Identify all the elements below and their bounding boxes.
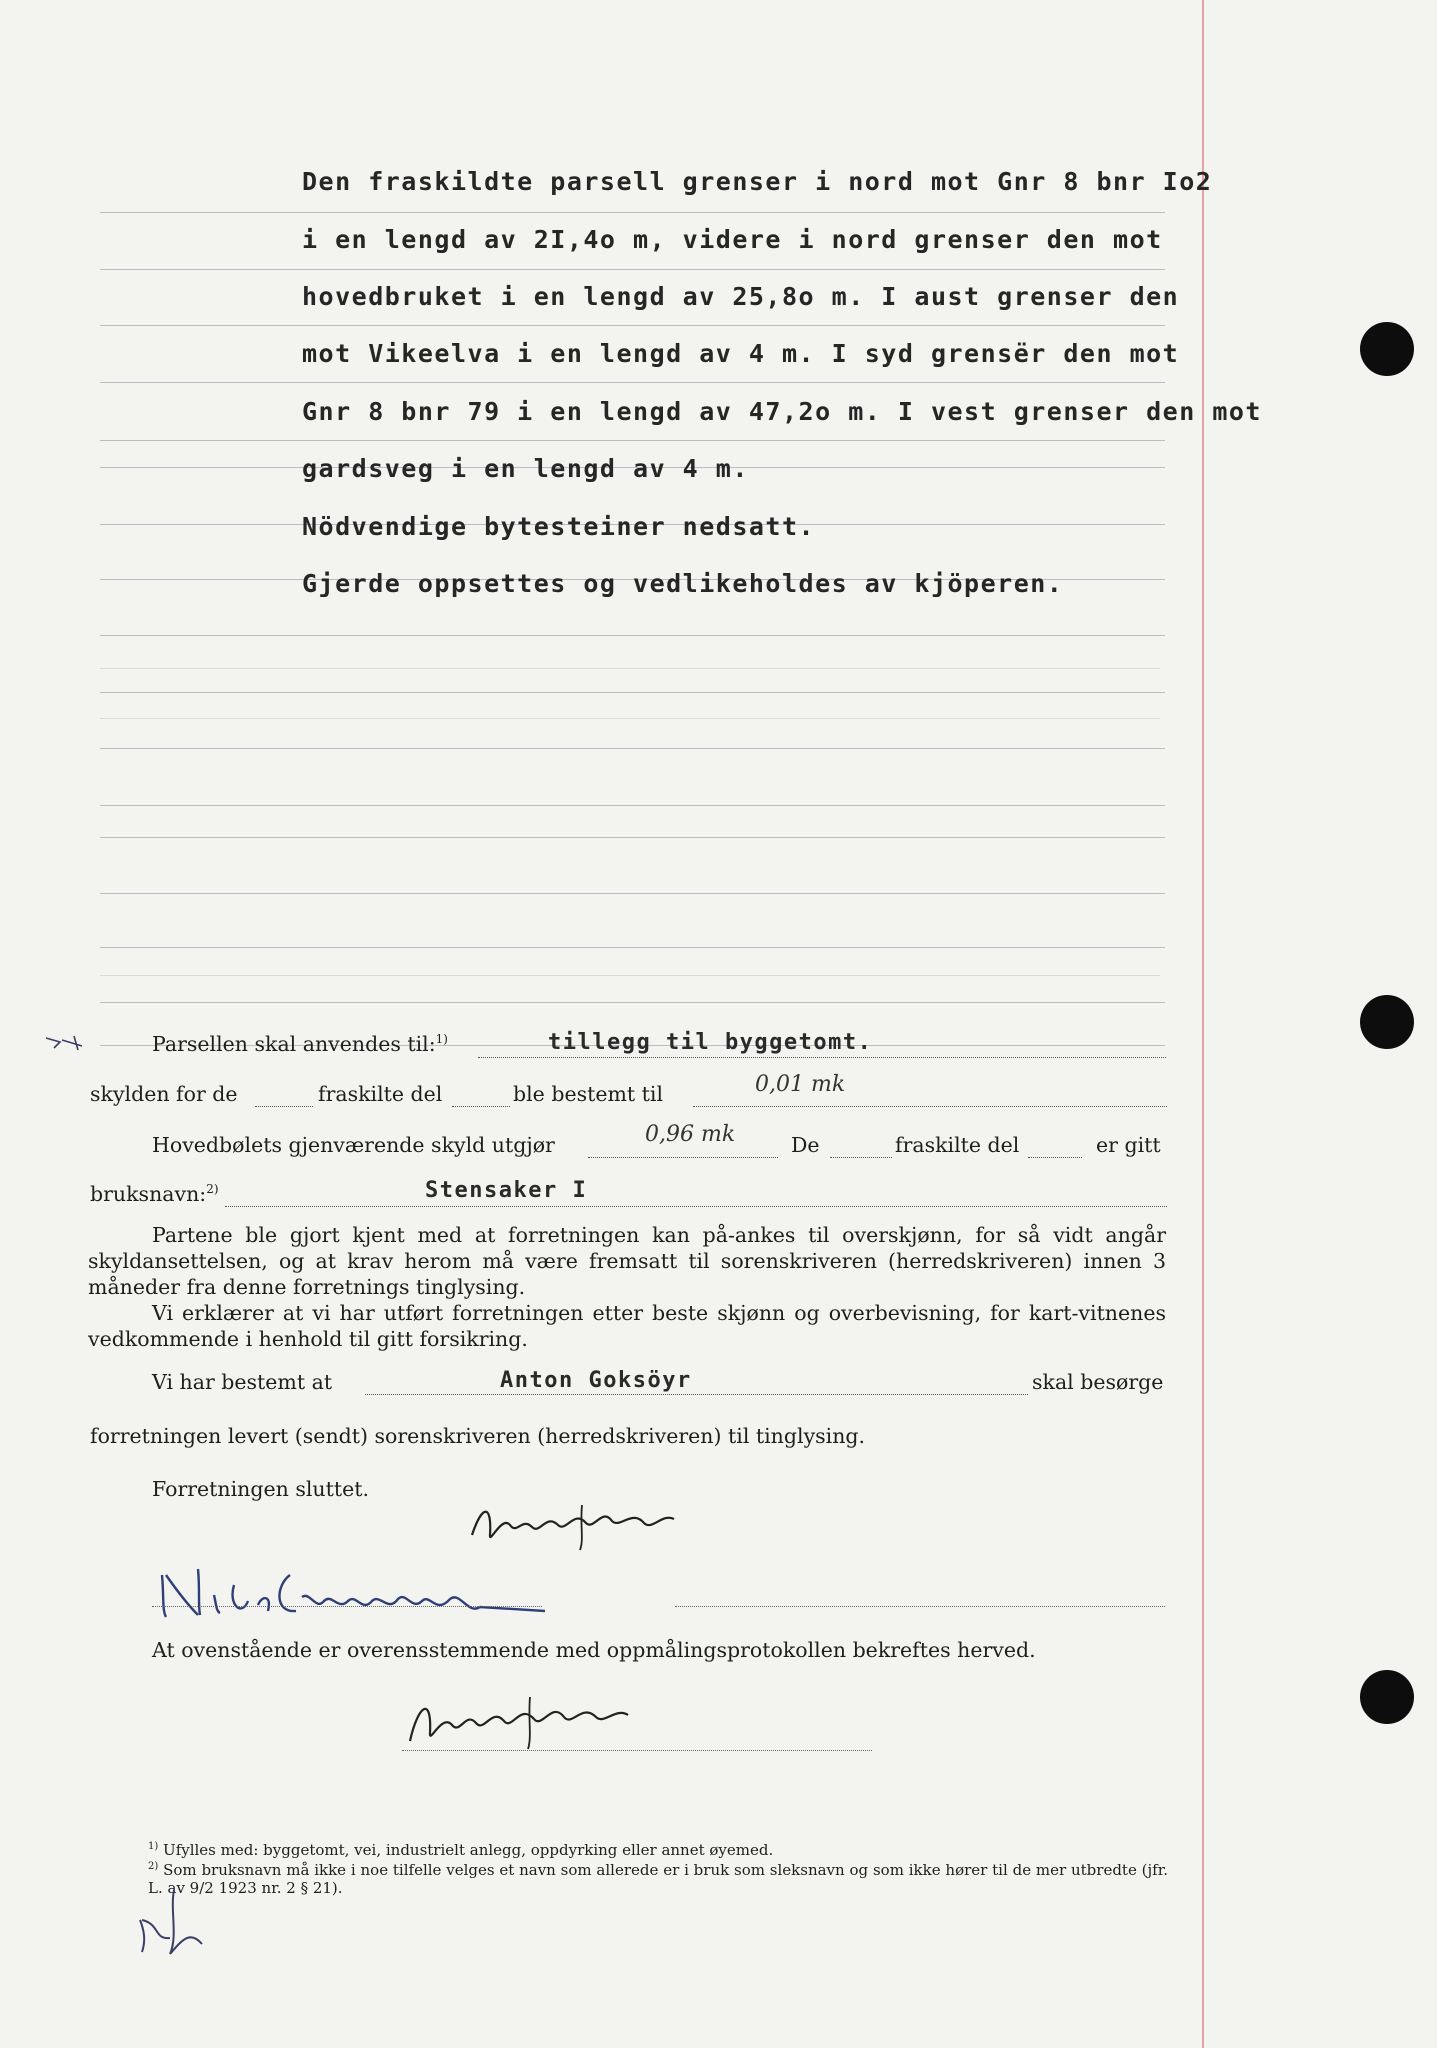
declaration-paragraph: Vi erklærer at vi har utført forretningen etter beste skjønn og overbevisning, for kart-vitnenes vedkommende i henhold til gitt forsikring.	[88, 1301, 1166, 1351]
signature-surveyor-bottom	[402, 1685, 672, 1755]
use-dotted-line	[478, 1057, 1166, 1058]
ruled-line	[100, 635, 1165, 636]
signature-line-right	[675, 1606, 1165, 1607]
ruled-line	[100, 382, 1165, 383]
punch-hole	[1360, 1670, 1414, 1724]
handwritten-initials	[130, 1880, 220, 1960]
punch-hole	[1360, 322, 1414, 376]
bleed-through-line	[100, 718, 1160, 719]
name-dotted-line	[225, 1206, 1167, 1207]
sluttet-line: Forretningen sluttet.	[152, 1477, 369, 1501]
ruled-line	[100, 805, 1165, 806]
ruled-line	[100, 325, 1165, 326]
name-value: Stensaker I	[425, 1178, 588, 1203]
ruled-line	[100, 893, 1165, 894]
ruled-line	[100, 269, 1165, 270]
ruled-line	[100, 837, 1165, 838]
bleed-through-line	[100, 975, 1160, 976]
typed-line-6: gardsveg i en lengd av 4 m.	[302, 454, 749, 483]
footnote-2: $^{2)}$ Som bruksnavn må ikke i noe tilfelle velges et navn som allerede er i bruk som sleksnavn og som ikke hører til de mer utbredte (jfr. L. av 9/2 1923 nr. 2 § 21).	[148, 1861, 1168, 1897]
typed-line-4: mot Vikeelva i en lengd av 4 m. I syd grensër den mot	[302, 339, 1180, 368]
typed-line-2: i en lengd av 2I,4o m, videre i nord grenser den mot	[302, 225, 1163, 254]
ruled-line	[100, 748, 1165, 749]
remain-value: 0,96 mk	[645, 1122, 736, 1147]
besorge-label-post: skal besørge	[1032, 1370, 1164, 1394]
remain-mid: fraskilte del	[895, 1133, 1020, 1157]
skyld-label-pre: skylden for de	[90, 1082, 238, 1106]
skyld-label-post: ble bestemt til	[513, 1082, 664, 1106]
remain-dotted-3	[1028, 1157, 1082, 1158]
typed-line-7: Nödvendige bytesteiner nedsatt.	[302, 512, 816, 541]
use-label: Parsellen skal anvendes til:$^{1)}$	[152, 1032, 448, 1056]
signature-line-left	[152, 1606, 542, 1607]
ruled-line	[100, 440, 1165, 441]
use-value: tillegg til byggetomt.	[548, 1030, 873, 1055]
punch-hole	[1360, 995, 1414, 1049]
ruled-line	[100, 1002, 1165, 1003]
bleed-through-line	[100, 668, 1160, 669]
appeal-paragraph: Partene ble gjort kjent med at forretningen kan på-ankes til overskjønn, for så vidt angår skyldansettelsen, og at krav herom må være fremsatt til sorenskriveren (herredskriveren) innen 3 måneder fra denne forretnings tinglysing.	[88, 1223, 1166, 1299]
besorge-dotted-line	[365, 1394, 1028, 1395]
typed-line-1: Den fraskildte parsell grenser i nord mot Gnr 8 bnr Io2	[302, 167, 1213, 196]
besorge-value: Anton Goksöyr	[500, 1368, 692, 1393]
signature-line-bottom	[402, 1750, 872, 1751]
skyld-value: 0,01 mk	[755, 1072, 846, 1097]
typed-line-8: Gjerde oppsettes og vedlikeholdes av kjöperen.	[302, 569, 1064, 598]
skyld-dotted-3	[693, 1106, 1167, 1107]
signature-witness	[150, 1555, 550, 1625]
ruled-line	[100, 947, 1165, 948]
confirm-line: At ovenstående er overensstemmende med oppmålingsprotokollen bekreftes herved.	[152, 1638, 1036, 1662]
besorge-label-pre: Vi har bestemt at	[152, 1370, 333, 1394]
skyld-dotted-1	[255, 1106, 313, 1107]
typed-line-5: Gnr 8 bnr 79 i en lengd av 47,2o m. I vest grenser den mot	[302, 397, 1262, 426]
levert-line: forretningen levert (sendt) sorenskriveren (herredskriveren) til tinglysing.	[90, 1424, 866, 1448]
skyld-label-mid: fraskilte del	[318, 1082, 443, 1106]
remain-dotted-2	[830, 1157, 892, 1158]
red-margin-line	[1202, 0, 1204, 2048]
skyld-dotted-2	[452, 1106, 510, 1107]
ruled-line	[100, 212, 1165, 213]
remain-post: er gitt	[1096, 1133, 1161, 1157]
remain-label: Hovedbølets gjenværende skyld utgjør	[152, 1133, 555, 1157]
signature-surveyor-top	[462, 1495, 712, 1555]
name-label: bruksnavn:$^{2)}$	[90, 1182, 219, 1206]
stray-mark	[44, 1030, 86, 1054]
ruled-line	[100, 692, 1165, 693]
remain-de: De	[791, 1133, 820, 1157]
remain-dotted-1	[588, 1157, 778, 1158]
footnote-1: $^{1)}$ Ufylles med: byggetomt, vei, industrielt anlegg, oppdyrking eller annet øyemed.	[148, 1841, 774, 1859]
typed-line-3: hovedbruket i en lengd av 25,8o m. I aust grenser den	[302, 282, 1180, 311]
